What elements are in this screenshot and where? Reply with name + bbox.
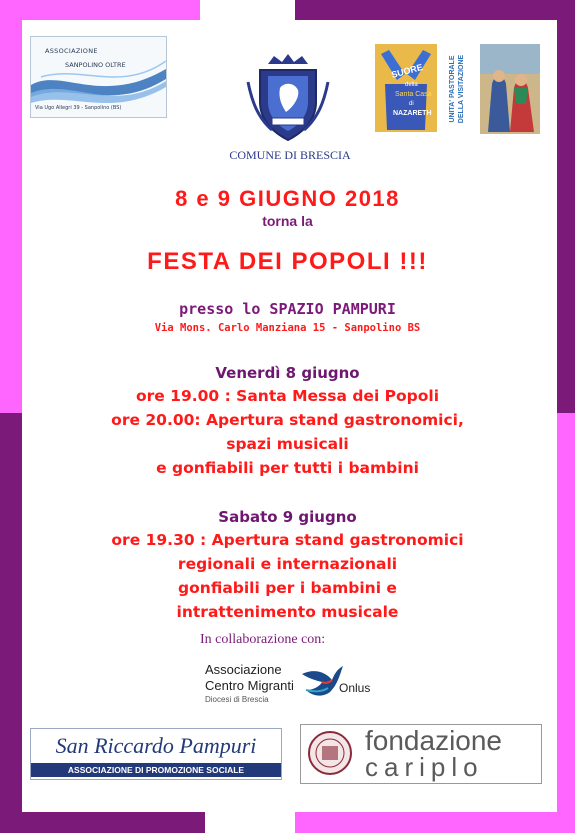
migranti-line2: Centro Migranti <box>205 678 294 693</box>
migranti-line3: Diocesi di Brescia <box>205 695 269 704</box>
saturday-line: ore 19.30 : Apertura stand gastronomici <box>111 531 464 549</box>
assoc-logo-name-line1: ASSOCIAZIONE <box>45 47 98 55</box>
unita-label-line2: DELLA VISITAZIONE <box>458 54 465 124</box>
frame-band-top-left <box>0 0 200 20</box>
saturday-heading: Sabato 9 giugno <box>218 508 357 526</box>
unita-label-line1: UNITA' PASTORALE <box>449 55 456 123</box>
saturday-line: intrattenimento musicale <box>176 603 399 621</box>
suore-line2: della <box>405 82 418 88</box>
friday-line: ore 20.00: Apertura stand gastronomici, <box>111 411 464 429</box>
cariplo-word2: cariplo <box>365 752 484 782</box>
saturday-line: gonfiabili per i bambini e <box>178 579 397 597</box>
friday-line: ore 19.00 : Santa Messa dei Popoli <box>135 387 440 405</box>
hands-icon <box>375 44 437 132</box>
comune-di-brescia-label: COMUNE DI BRESCIA <box>229 148 351 162</box>
event-date: 8 e 9 GIUGNO 2018 <box>175 186 400 211</box>
brescia-crest-icon <box>238 52 338 142</box>
visitazione-painting <box>480 44 540 134</box>
friday-line: spazi musicali <box>226 435 349 453</box>
frame-band-bottom-right <box>295 812 575 833</box>
san-riccardo-pampuri-logo <box>30 728 282 780</box>
unita-pastorale-label <box>448 46 476 132</box>
fondazione-cariplo-logo <box>300 724 542 784</box>
migranti-line1: Associazione <box>205 662 282 677</box>
pampuri-title: San Riccardo Pampuri <box>55 733 257 758</box>
suore-line1: SUORE <box>390 62 424 80</box>
event-venue: presso lo SPAZIO PAMPURI <box>179 300 396 318</box>
friday-heading: Venerdì 8 giugno <box>215 364 360 382</box>
cariplo-seal-icon <box>307 730 353 776</box>
painting-icon <box>480 44 540 134</box>
saturday-line: regionali e internazionali <box>177 555 398 573</box>
suore-line4: di <box>409 101 414 107</box>
collaboration-label: In collaborazione con: <box>200 632 326 647</box>
frame-band-bottom-left <box>0 812 205 833</box>
assoc-logo-name-line2: SANPOLINO OLTRE <box>65 61 126 69</box>
friday-line: e gonfiabili per tutti i bambini <box>156 459 419 477</box>
sanpolino-oltre-logo <box>30 36 167 118</box>
event-torna: torna la <box>262 213 313 229</box>
frame-band-top-right <box>295 0 575 22</box>
suore-line5: NAZARETH <box>393 110 432 117</box>
suore-line3: Santa Casa <box>395 91 432 98</box>
pampuri-subtitle: ASSOCIAZIONE DI PROMOZIONE SOCIALE <box>31 763 281 777</box>
centro-migranti-logo <box>205 662 385 716</box>
suore-santa-casa-logo <box>375 44 437 132</box>
event-address: Via Mons. Carlo Manziana 15 - Sanpolino BS <box>154 322 421 334</box>
event-title: FESTA DEI POPOLI !!! <box>147 248 428 275</box>
assoc-logo-address: Via Ugo Allegri 39 - Sanpolino (BS) <box>35 105 122 111</box>
swallow-icon <box>300 662 344 702</box>
cariplo-word1: fondazione <box>365 725 503 756</box>
migranti-onlus: Onlus <box>339 681 371 695</box>
